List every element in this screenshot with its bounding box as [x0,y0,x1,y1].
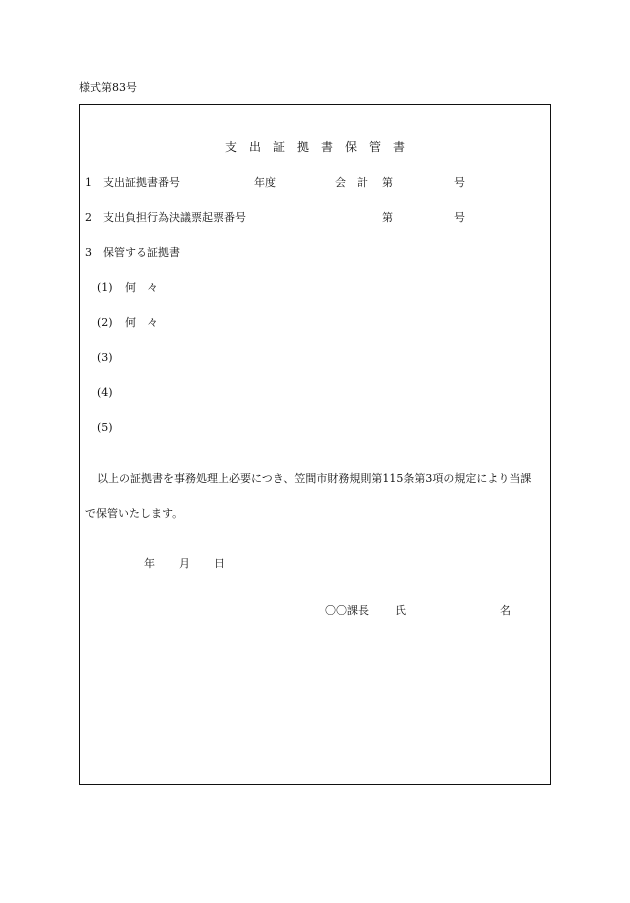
item2-dai-label: 第 [382,211,393,224]
subitem-number: (2) [97,316,113,329]
date-day-label: 日 [214,557,225,570]
subitem-text: 何 々 [125,316,158,329]
item2-go-label: 号 [454,211,465,224]
statement-line-1: 以上の証拠書を事務処理上必要につき、笠間市財務規則第115条第3項の規定により当課 [97,472,532,485]
item1-go-label: 号 [454,176,465,189]
signature-section-label: 〇〇課長 [325,604,369,617]
item3-label: 3 保管する証拠書 [85,246,180,259]
document-title: 支出証拠書保管書 [224,140,417,154]
subitem-number: (4) [97,386,113,399]
date-month-label: 月 [179,557,190,570]
date-year-label: 年 [144,557,155,570]
statement-line-2: で保管いたします。 [85,507,184,520]
item1-label: 1 支出証拠書番号 [85,176,180,189]
signature-mei-label: 名 [500,604,511,617]
item1-year-label: 年度 [254,176,276,189]
subitem-number: (3) [97,351,113,364]
subitem-number: (5) [97,421,113,434]
signature-shi-label: 氏 [395,604,406,617]
form-number: 様式第83号 [79,81,137,94]
subitem-number: (1) [97,281,113,294]
subitem-text: 何 々 [125,281,158,294]
item2-label: 2 支出負担行為決議票起票番号 [85,211,246,224]
item1-dai-label: 第 [382,176,393,189]
document-frame [79,104,551,785]
item1-kaikei-label: 会 計 [335,176,368,189]
